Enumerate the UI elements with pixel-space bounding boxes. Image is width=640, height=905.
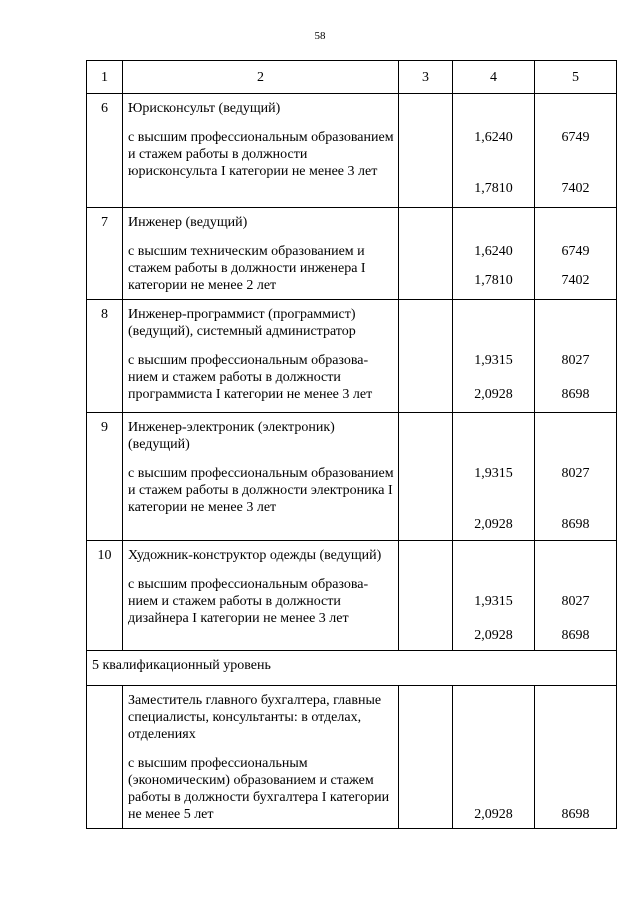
table-row <box>87 208 617 300</box>
row-number <box>87 686 123 829</box>
coefficient-value: 1,9315 <box>474 466 513 481</box>
coefficient-value: 1,6240 <box>474 244 513 259</box>
coefficient-value: 1,7810 <box>474 181 513 196</box>
empty-cell <box>399 300 453 413</box>
salary-value: 8698 <box>561 628 590 643</box>
empty-cell <box>399 413 453 541</box>
table-row <box>87 413 617 541</box>
position-title: Инженер-электроник (электроник) (ведущий) <box>128 420 335 452</box>
position-condition: с высшим профессиональным образованием и стажем работы в должности электроника I категории не менее 3 лет <box>128 466 394 515</box>
row-number: 6 <box>87 94 123 208</box>
coefficient-value: 1,9315 <box>474 594 513 609</box>
position-condition: с высшим профессиональным (экономическим) образованием и стажем работы в должности бухгалтера I категории не менее 5 лет <box>128 756 390 822</box>
position-title: Заместитель главного бухгалтера, главные специалисты, консультанты: в отделах, отделениях <box>128 693 382 742</box>
coefficient-cell <box>453 686 535 829</box>
salary-cell <box>535 413 617 541</box>
salary-value: 8698 <box>561 387 590 402</box>
position-cell <box>123 413 399 541</box>
qualification-level-row <box>87 651 617 686</box>
empty-cell <box>399 541 453 651</box>
coefficient-value: 2,0928 <box>474 628 513 643</box>
row-number: 7 <box>87 208 123 300</box>
table-row <box>87 686 617 829</box>
salary-value: 6749 <box>561 130 590 145</box>
position-title: Юрисконсульт (ведущий) <box>128 101 281 116</box>
salary-value: 7402 <box>561 181 590 196</box>
salary-value: 8698 <box>561 807 590 822</box>
salary-cell <box>535 208 617 300</box>
header-cell: 1 <box>87 61 123 94</box>
header-cell: 2 <box>123 61 399 94</box>
position-condition: с высшим профессиональным образова-нием и стажем работы в должности дизайнера I категории не менее 3 лет <box>128 577 369 626</box>
qualification-level-label: 5 квалификационный уровень <box>87 651 617 686</box>
coefficient-cell <box>453 208 535 300</box>
salary-table <box>86 60 617 829</box>
coefficient-cell <box>453 413 535 541</box>
row-number: 8 <box>87 300 123 413</box>
salary-cell <box>535 541 617 651</box>
salary-value: 8027 <box>561 353 590 368</box>
position-title: Художник-конструктор одежды (ведущий) <box>128 548 382 563</box>
coefficient-value: 1,9315 <box>474 353 513 368</box>
coefficient-cell <box>453 94 535 208</box>
empty-cell <box>399 94 453 208</box>
position-cell <box>123 94 399 208</box>
header-cell: 4 <box>453 61 535 94</box>
table-row <box>87 94 617 208</box>
coefficient-value: 1,7810 <box>474 273 513 288</box>
salary-value: 6749 <box>561 244 590 259</box>
page-number: 58 <box>314 30 326 42</box>
position-cell <box>123 686 399 829</box>
salary-cell <box>535 300 617 413</box>
position-condition: с высшим профессиональным образова-нием и стажем работы в должности программиста I категории не менее 3 лет <box>128 353 373 402</box>
header-cell: 3 <box>399 61 453 94</box>
table-header-row <box>87 61 617 94</box>
position-cell <box>123 300 399 413</box>
salary-cell <box>535 94 617 208</box>
position-cell <box>123 541 399 651</box>
row-number: 9 <box>87 413 123 541</box>
coefficient-value: 2,0928 <box>474 387 513 402</box>
empty-cell <box>399 208 453 300</box>
empty-cell <box>399 686 453 829</box>
coefficient-value: 1,6240 <box>474 130 513 145</box>
salary-value: 8027 <box>561 594 590 609</box>
salary-value: 7402 <box>561 273 590 288</box>
position-title: Инженер-программист (программист) (ведущий), системный администратор <box>128 307 356 339</box>
row-number: 10 <box>87 541 123 651</box>
salary-cell <box>535 686 617 829</box>
coefficient-value: 2,0928 <box>474 517 513 532</box>
header-cell: 5 <box>535 61 617 94</box>
salary-value: 8027 <box>561 466 590 481</box>
position-title: Инженер (ведущий) <box>128 215 248 230</box>
coefficient-value: 2,0928 <box>474 807 513 822</box>
salary-value: 8698 <box>561 517 590 532</box>
coefficient-cell <box>453 541 535 651</box>
table-row <box>87 300 617 413</box>
table-row <box>87 541 617 651</box>
position-cell <box>123 208 399 300</box>
position-condition: с высшим профессиональным образованием и стажем работы в должности юрисконсульта I категории не менее 3 лет <box>128 130 394 179</box>
coefficient-cell <box>453 300 535 413</box>
position-condition: с высшим техническим образованием и стажем работы в должности инженера I категории не менее 2 лет <box>128 244 366 293</box>
